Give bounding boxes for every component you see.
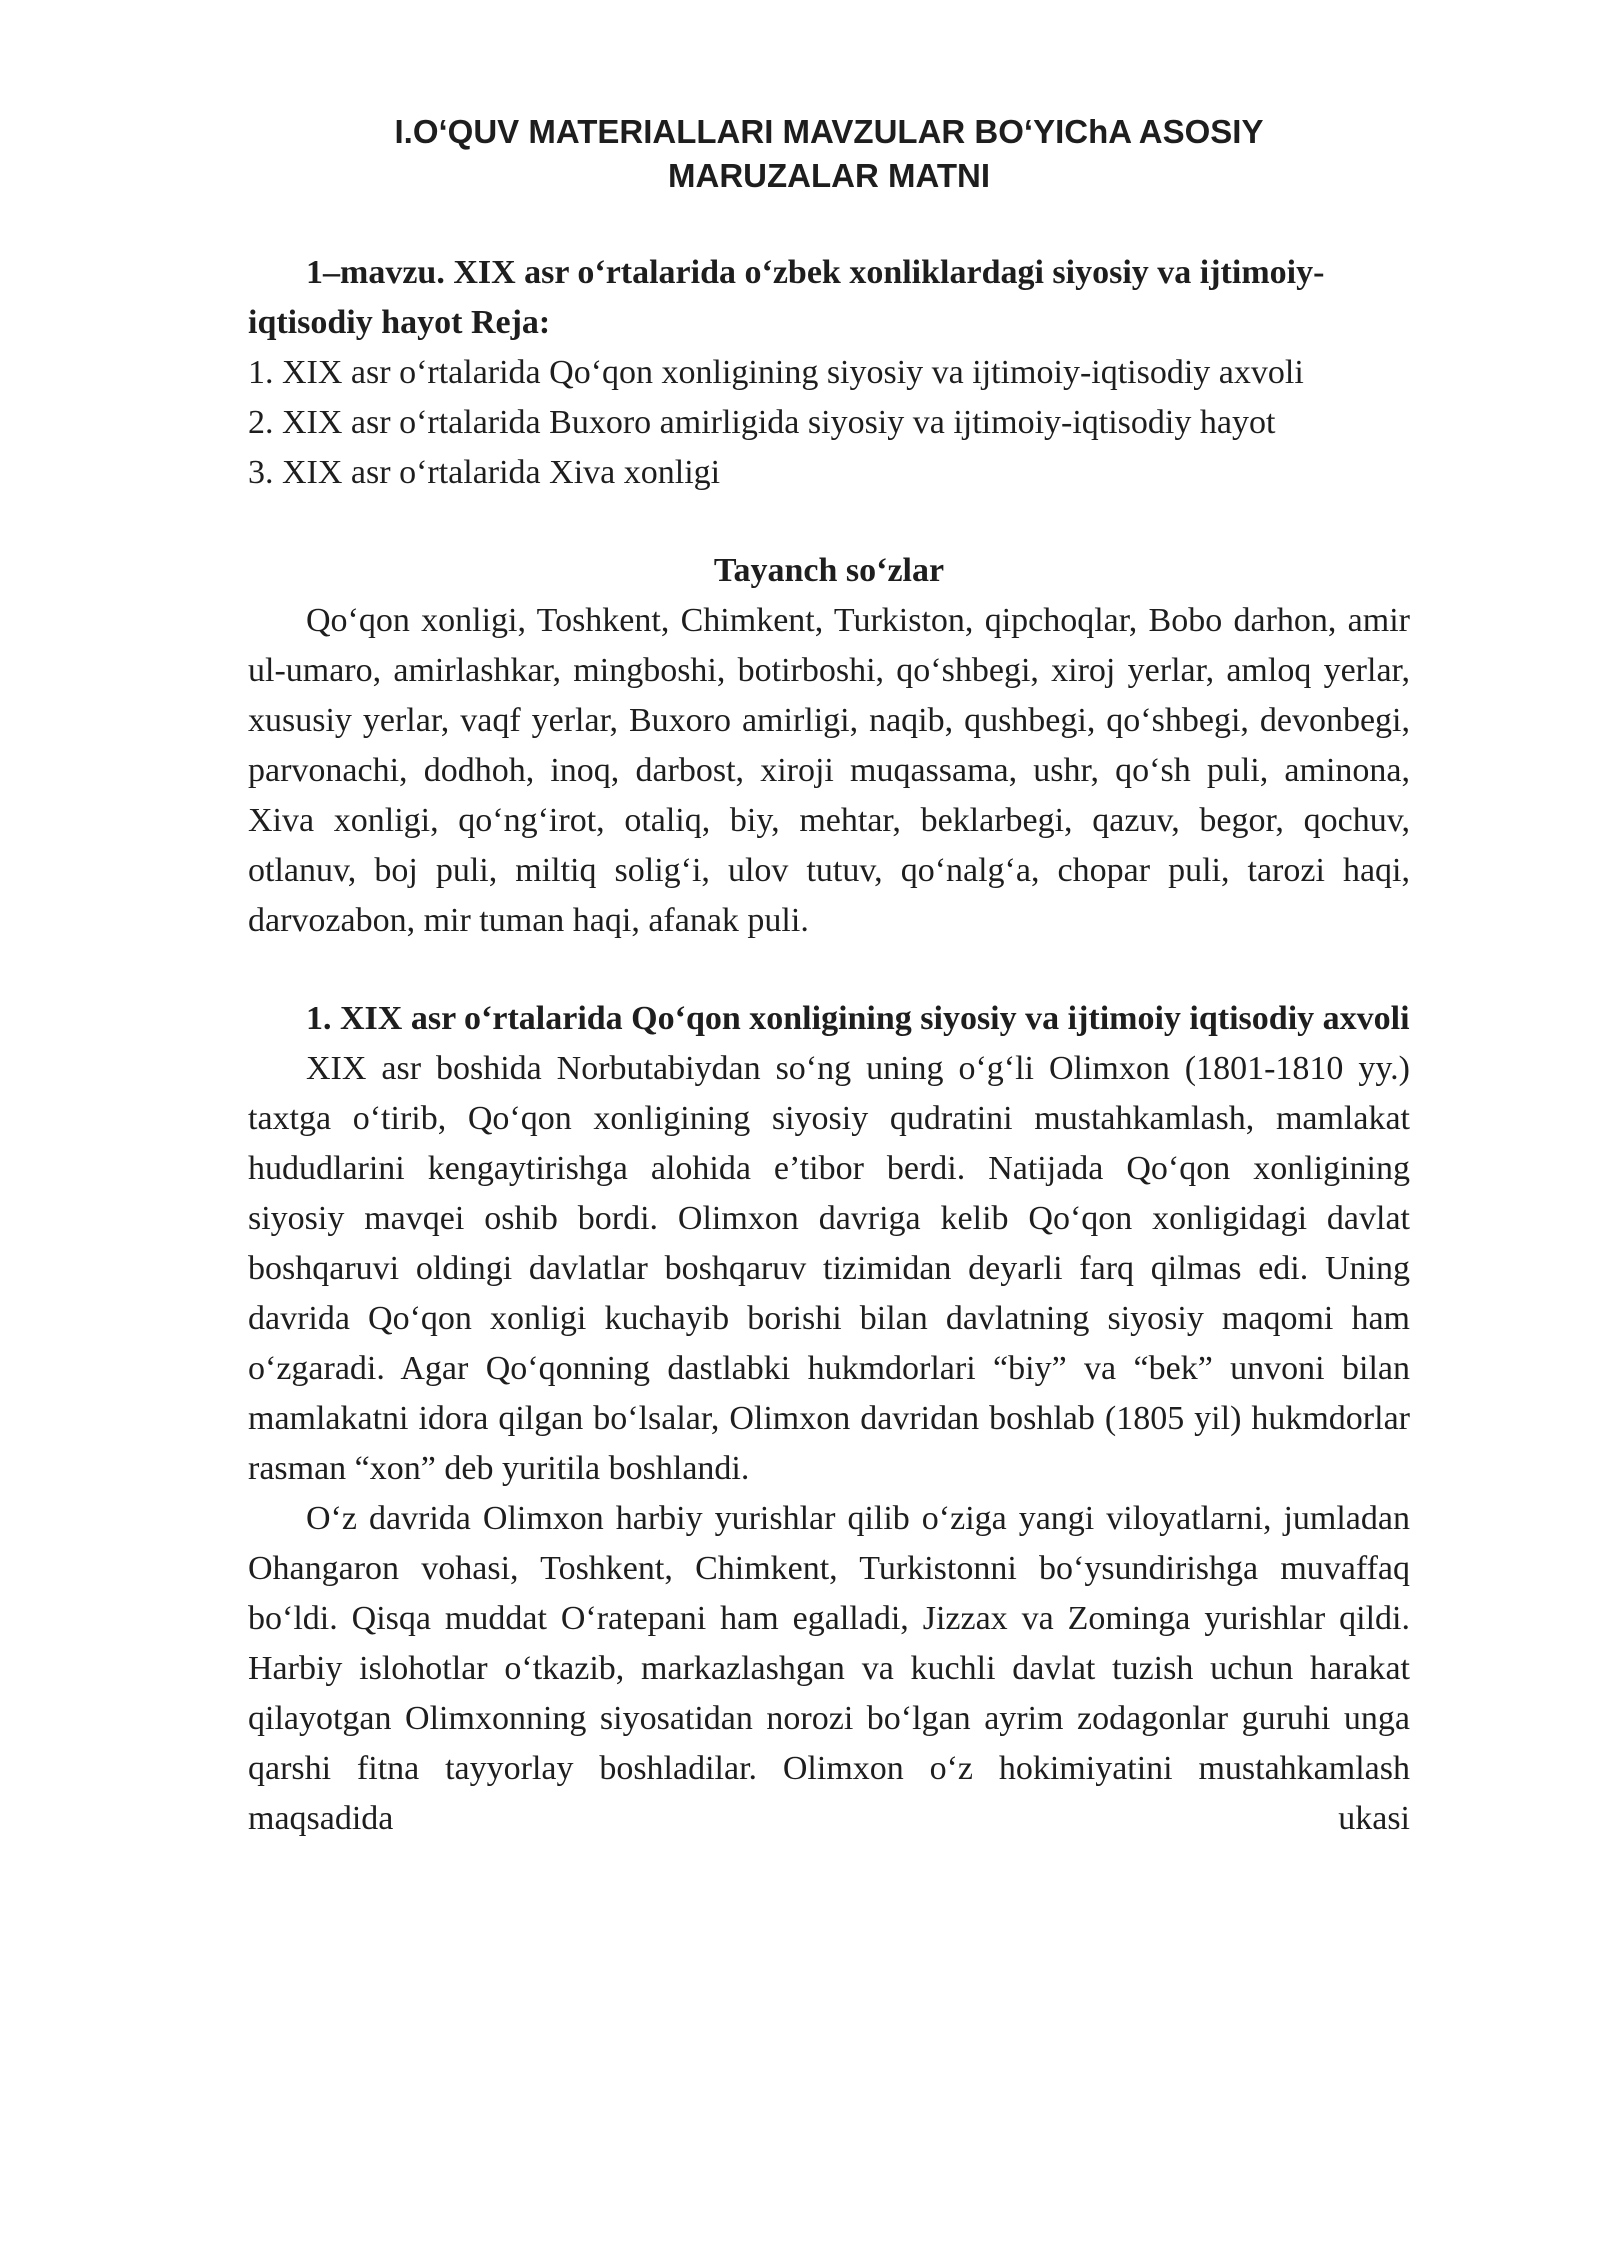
body-paragraph-1: XIX asr boshida Norbutabiydan so‘ng uning o‘g‘li Olimxon (1801-1810 yy.) taxtga o‘tirib, Qo‘qon xonligining siyosiy qudratini mustahkamlash, mamlakat hududlarini kengaytirishga alohida e’tibor berdi. Natijada Qo‘qon xonligining siyosiy mavqei oshib bordi. Olimxon davriga kelib Qo‘qon xonligidagi davlat boshqaruvi oldingi davlatlar boshqaruv tizimidan deyarli farq qilmas edi. Uning davrida Qo‘qon xonligi kuchayib borishi bilan davlatning siyosiy maqomi ham o‘zgaradi. Agar Qo‘qonning dastlabki hukmdorlari “biy” va “bek” unvoni bilan mamlakatni idora qilgan bo‘lsalar, Olimxon davridan boshlab (1805 yil) hukmdorlar rasman “xon” deb yuritila boshlandi. [248,1050,1410,1487]
plan-list [248,348,1410,498]
document-title [248,110,1410,198]
section-1-heading: 1. XIX asr o‘rtalarida Qo‘qon xonligining siyosiy va ijtimoiy iqtisodiy axvoli [306,1000,1410,1037]
topic-heading: 1–mavzu. XIX asr o‘rtalarida o‘zbek xonliklardagi siyosiy va ijtimoiy-iqtisodiy hayot Reja: [248,254,1325,341]
document-title-line-2: MARUZALAR MATNI [668,157,990,194]
document-page [248,110,1410,1844]
plan-item: 2. XIX asr o‘rtalarida Buxoro amirligida siyosiy va ijtimoiy-iqtisodiy hayot [248,404,1276,441]
keywords-heading: Tayanch so‘zlar [713,552,945,589]
keywords-paragraph: Qo‘qon xonligi, Toshkent, Chimkent, Turkiston, qipchoqlar, Bobo darhon, amir ul-umaro, amirlashkar, mingboshi, botirboshi, qo‘shbegi, xiroj yerlar, amloq yerlar, xususiy yerlar, vaqf yerlar, Buxoro amirligi, naqib, qushbegi, qo‘shbegi, devonbegi, parvonachi, dodhoh, inoq, darbost, xiroji muqassama, ushr, qo‘sh puli, aminona, Xiva xonligi, qo‘ng‘irot, otaliq, biy, mehtar, beklarbegi, qazuv, begor, qochuv, otlanuv, boj puli, miltiq solig‘i, ulov tutuv, qo‘nalg‘a, chopar puli, tarozi haqi, darvozabon, mir tuman haqi, afanak puli. [248,602,1410,939]
plan-item: 1. XIX asr o‘rtalarida Qo‘qon xonligining siyosiy va ijtimoiy-iqtisodiy axvoli [248,354,1304,391]
plan-item: 3. XIX asr o‘rtalarida Xiva xonligi [248,454,721,491]
document-title-line-1: I.O‘QUV MATERIALLARI MAVZULAR BO‘YIChA ASOSIY [394,113,1264,150]
body-paragraph-2: O‘z davrida Olimxon harbiy yurishlar qilib o‘ziga yangi viloyatlarni, jumladan Ohangaron vohasi, Toshkent, Chimkent, Turkistonni bo‘ysundirishga muvaffaq bo‘ldi. Qisqa muddat O‘ratepani ham egalladi, Jizzax va Zominga yurishlar qildi. Harbiy islohotlar o‘tkazib, markazlashgan va kuchli davlat tuzish uchun harakat qilayotgan Olimxonning siyosatidan norozi bo‘lgan ayrim zodagonlar guruhi unga qarshi fitna tayyorlay boshladilar. Olimxon o‘z hokimiyatini mustahkamlash maqsadida ukasi [248,1500,1410,1837]
